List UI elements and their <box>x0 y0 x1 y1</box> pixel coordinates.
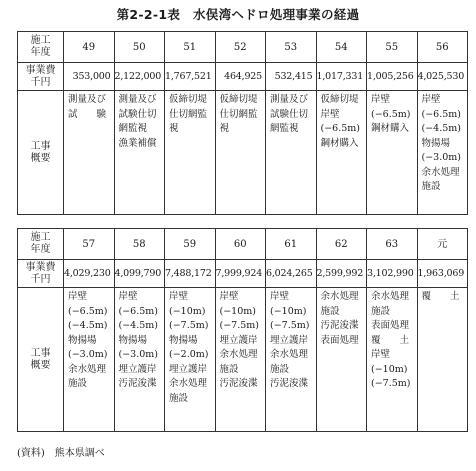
year-cell: 52 <box>215 32 266 63</box>
cost-cell: 4,099,790 <box>114 260 165 288</box>
overview-line: (−3.0m) <box>421 152 461 163</box>
overview-line: 覆 土 <box>421 291 460 302</box>
year-cell: 50 <box>114 32 165 63</box>
year-cell: 63 <box>367 229 418 260</box>
overview-line: (−7.5m) <box>270 320 310 331</box>
overview-line: 岸壁 <box>320 108 340 120</box>
overview-line: 岸壁 <box>118 291 138 302</box>
overview-line: 岸壁 <box>371 349 391 360</box>
year-cell: 59 <box>165 229 216 260</box>
overview-line: 測量及び <box>118 94 157 105</box>
cost-cell: 1,005,256 <box>367 63 418 91</box>
overview-line: 仮締切堤 <box>219 94 258 105</box>
overview-line: (−7.5m) <box>219 320 259 331</box>
overview-line: 余水処理 <box>219 349 258 360</box>
cost-cell: 1,017,331 <box>316 63 367 91</box>
overview-line: 施設 <box>270 363 290 375</box>
overview-line: (−7.5m) <box>371 378 411 389</box>
year-header: 施工 年度 <box>18 32 64 63</box>
overview-line: 物揚場 <box>169 334 198 346</box>
cost-cell: 4,025,530 <box>417 63 468 91</box>
overview-cell <box>165 288 216 432</box>
cost-cell: 7,488,172 <box>165 260 216 288</box>
overview-line: (−10m) <box>270 305 307 317</box>
cost-cell: 353,000 <box>64 63 115 91</box>
overview-line: (−4.5m) <box>421 123 461 134</box>
cost-header: 事業費 千円 <box>18 63 64 91</box>
overview-line: 岸壁 <box>421 94 441 105</box>
overview-row <box>18 288 468 432</box>
overview-line: 余水処理 <box>421 166 460 178</box>
cost-cell: 532,415 <box>266 63 317 91</box>
year-header: 施工 年度 <box>18 229 64 260</box>
overview-line: 岸壁 <box>68 291 88 302</box>
overview-cell <box>367 288 418 432</box>
cost-cell: 2,599,992 <box>316 260 367 288</box>
overview-line: 網監視 <box>270 123 299 134</box>
overview-cell <box>215 91 266 215</box>
overview-cell <box>417 288 468 432</box>
cost-cell: 6,024,265 <box>266 260 317 288</box>
overview-header: 工事 概要 <box>18 91 64 215</box>
year-cell: 55 <box>367 32 418 63</box>
overview-line: 余水処理 <box>169 378 208 389</box>
overview-line: 試験仕切 <box>270 108 309 120</box>
overview-header: 工事 概要 <box>18 288 64 432</box>
overview-cell <box>114 91 165 215</box>
overview-cell <box>266 91 317 215</box>
year-cell: 元 <box>417 229 468 260</box>
source-note: (資料) 熊本県調べ <box>17 448 105 459</box>
overview-line: (−4.5m) <box>68 320 108 331</box>
overview-cell <box>114 288 165 432</box>
year-cell: 53 <box>266 32 317 63</box>
overview-line: 視 <box>169 123 179 134</box>
year-cell: 54 <box>316 32 367 63</box>
overview-line: 施設 <box>68 378 88 389</box>
year-cell: 56 <box>417 32 468 63</box>
year-cell: 60 <box>215 229 266 260</box>
overview-line: 施設 <box>219 363 239 375</box>
overview-cell <box>316 288 367 432</box>
overview-line: 物揚場 <box>421 137 451 149</box>
overview-line: 仕切網監 <box>219 108 258 120</box>
cost-row <box>18 260 468 288</box>
overview-line: (−10m) <box>219 305 256 317</box>
cost-cell: 1,963,069 <box>417 260 468 288</box>
overview-line: 施設 <box>421 181 441 192</box>
overview-line: 視 <box>219 123 230 134</box>
overview-line: (−6.5m) <box>118 305 158 317</box>
overview-line: 物揚場 <box>118 334 148 346</box>
overview-line: 物揚場 <box>68 334 97 346</box>
table-1974-1981 <box>17 31 468 215</box>
overview-line: (−10m) <box>371 363 408 375</box>
overview-line: 余水処理 <box>68 363 107 375</box>
overview-line: (−6.5m) <box>421 108 461 120</box>
overview-line: 試験仕切 <box>118 108 157 120</box>
overview-line: 漁業補償 <box>118 137 157 149</box>
year-row <box>18 229 468 260</box>
overview-cell <box>266 288 317 432</box>
overview-cell <box>417 91 468 215</box>
cost-cell: 3,102,990 <box>367 260 418 288</box>
table-title: 第2-2-1表 水俣湾ヘドロ処理事業の経過 <box>116 7 360 22</box>
overview-line: 汚泥浚渫 <box>118 378 157 389</box>
cost-cell: 464,925 <box>215 63 266 91</box>
overview-line: 仮締切堤 <box>169 94 208 105</box>
year-row <box>18 32 468 63</box>
overview-line: 岸壁 <box>270 291 290 302</box>
overview-line: 汚泥浚渫 <box>270 378 309 389</box>
overview-line: 汚泥浚渫 <box>320 320 359 331</box>
overview-line: 仕切網監 <box>169 108 208 120</box>
overview-line: 余水処理 <box>270 349 309 360</box>
overview-row <box>18 91 468 215</box>
cost-cell: 7,999,924 <box>215 260 266 288</box>
overview-cell <box>367 91 418 215</box>
overview-line: (−7.5m) <box>169 320 209 331</box>
overview-line: (−6.5m) <box>320 123 360 134</box>
overview-line: 余水処理 <box>320 291 359 302</box>
overview-line: 鋼材購入 <box>371 123 410 134</box>
overview-line: 表面処理 <box>320 334 359 346</box>
overview-line: (−10m) <box>169 305 206 317</box>
overview-line: (−4.5m) <box>118 320 158 331</box>
overview-line: 施設 <box>371 305 391 317</box>
cost-cell: 1,767,521 <box>165 63 216 91</box>
overview-line: 試 験 <box>68 108 107 120</box>
overview-line: 施設 <box>169 392 189 404</box>
year-cell: 57 <box>64 229 115 260</box>
overview-cell <box>316 91 367 215</box>
overview-line: 測量及び <box>68 94 107 105</box>
overview-line: 岸壁 <box>371 94 391 105</box>
cost-cell: 4,029,230 <box>64 260 115 288</box>
overview-line: 仮締切堤 <box>320 94 359 105</box>
overview-line: (−6.5m) <box>68 305 108 317</box>
table-1982-1989 <box>17 228 468 432</box>
overview-line: 測量及び <box>270 94 309 105</box>
overview-line: (−6.5m) <box>371 108 411 120</box>
overview-cell <box>165 91 216 215</box>
overview-cell <box>64 91 115 215</box>
overview-line: 岸壁 <box>169 291 189 302</box>
overview-line: 鋼材購入 <box>320 137 359 149</box>
cost-header: 事業費 千円 <box>18 260 64 288</box>
overview-line: (−3.0m) <box>68 349 108 360</box>
overview-line: (−2.0m) <box>169 349 209 360</box>
overview-line: 岸壁 <box>219 291 239 302</box>
year-cell: 62 <box>316 229 367 260</box>
overview-cell <box>215 288 266 432</box>
cost-cell: 2,122,000 <box>114 63 165 91</box>
overview-line: 覆 土 <box>371 334 410 346</box>
year-cell: 49 <box>64 32 115 63</box>
overview-line: 網監視 <box>118 123 148 134</box>
year-cell: 61 <box>266 229 317 260</box>
cost-row <box>18 63 468 91</box>
overview-line: 余水処理 <box>371 291 410 302</box>
overview-line: 埋立護岸 <box>118 363 157 375</box>
overview-line: 埋立護岸 <box>169 363 208 375</box>
year-cell: 58 <box>114 229 165 260</box>
overview-line: 埋立護岸 <box>270 334 309 346</box>
overview-line: 埋立護岸 <box>219 334 258 346</box>
overview-line: 表面処理 <box>371 320 410 331</box>
overview-cell <box>64 288 115 432</box>
year-cell: 51 <box>165 32 216 63</box>
overview-line: (−3.0m) <box>118 349 158 360</box>
overview-line: 施設 <box>320 305 340 317</box>
overview-line: 汚泥浚渫 <box>219 378 258 389</box>
